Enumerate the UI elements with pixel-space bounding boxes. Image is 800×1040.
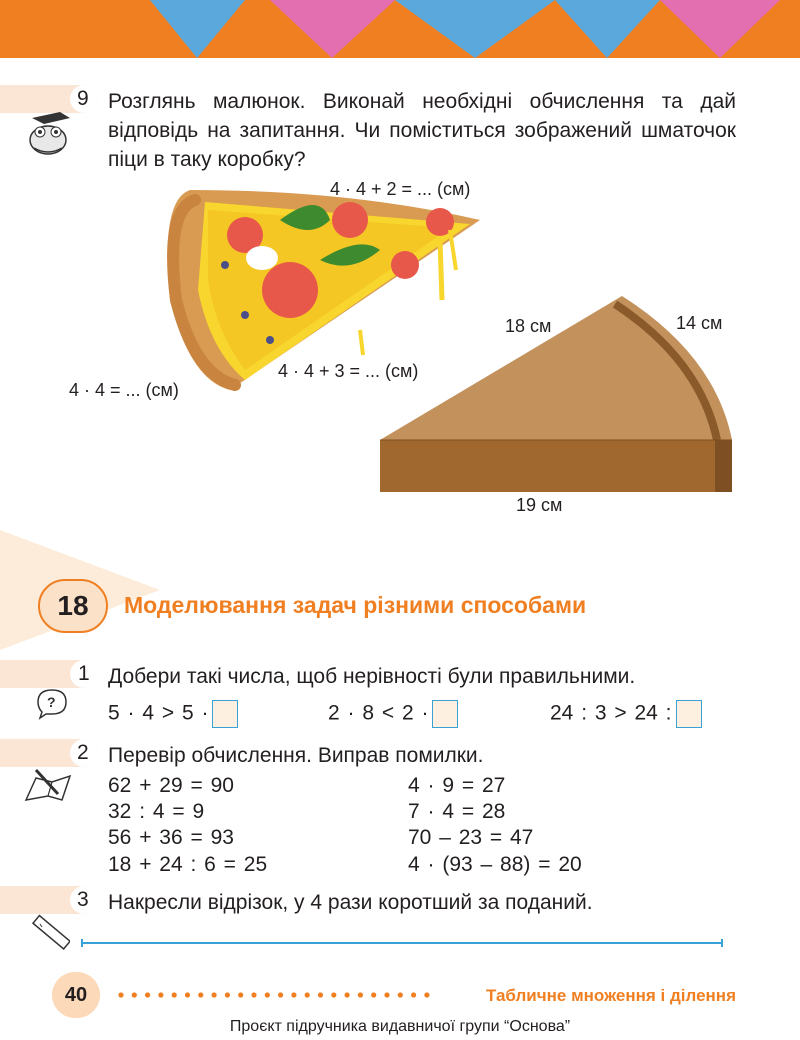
box-label-left-edge: 18 см: [505, 316, 552, 336]
publisher-note: Проєкт підручника видавничої групи “Основа”: [229, 1018, 571, 1035]
task-3-text: Накресли відрізок, у 4 рази коротший за поданий.: [108, 891, 593, 914]
inequality-3: [550, 700, 702, 728]
task-9-text: Розглянь малюнок. Виконай необхідні обчислення та дай відповідь на запитання. Чи поміститься зображений шматочок піци в таку коробку?: [108, 90, 736, 171]
task-3-number: 3: [77, 888, 89, 911]
top-decorative-band: [0, 0, 800, 58]
frog-scholar-icon: [20, 108, 76, 160]
lesson-title: Моделювання задач різними способами: [124, 592, 587, 618]
pizza-label-left: 4 · 4 = ... (см): [69, 380, 179, 400]
inequality-2-text: 2 · 8 < 2 ·: [328, 701, 429, 725]
task-1-number: 1: [78, 662, 90, 685]
pizza-label-middle: 4 · 4 + 3 = ... (см): [278, 361, 419, 381]
calc-right-2: 7 · 4 = 28: [408, 800, 506, 823]
inequality-1: [108, 700, 238, 728]
calc-right-3: 70 – 23 = 47: [408, 826, 534, 849]
calc-left-1: 62 + 29 = 90: [108, 774, 234, 797]
task-2-number: 2: [77, 741, 89, 764]
answer-box-3[interactable]: [676, 700, 702, 728]
svg-text:?: ?: [47, 694, 56, 710]
task-1-text: Добери такі числа, щоб нерівності були правильними.: [108, 665, 636, 688]
calc-left-4: 18 + 24 : 6 = 25: [108, 853, 268, 876]
answer-box-2[interactable]: [432, 700, 458, 728]
inequality-1-text: 5 · 4 > 5 ·: [108, 701, 209, 725]
answer-box-1[interactable]: [212, 700, 238, 728]
footer-section-title: Табличне множення і ділення: [486, 986, 736, 1005]
segment-line: [80, 938, 726, 948]
inequality-3-text: 24 : 3 > 24 :: [550, 701, 672, 725]
calc-left-3: 56 + 36 = 93: [108, 826, 234, 849]
inequality-2: [328, 700, 458, 728]
footer-dots: [116, 988, 434, 1002]
page-number: 40: [52, 972, 100, 1018]
ruler-icon: [30, 912, 70, 952]
notebook-pencil-icon: [22, 766, 74, 806]
task-2-text: Перевір обчислення. Виправ помилки.: [108, 744, 484, 767]
box-label-bottom: 19 см: [516, 495, 563, 515]
pizza-label-top: 4 · 4 + 2 = ... (см): [330, 179, 471, 199]
lesson-number: 18: [38, 579, 108, 633]
box-label-arc: 14 см: [676, 313, 723, 333]
question-bubble-icon: [32, 686, 72, 722]
calc-left-2: 32 : 4 = 9: [108, 800, 205, 823]
task-9-number: 9: [77, 87, 89, 110]
calc-right-1: 4 · 9 = 27: [408, 774, 506, 797]
calc-right-4: 4 · (93 – 88) = 20: [408, 853, 582, 876]
